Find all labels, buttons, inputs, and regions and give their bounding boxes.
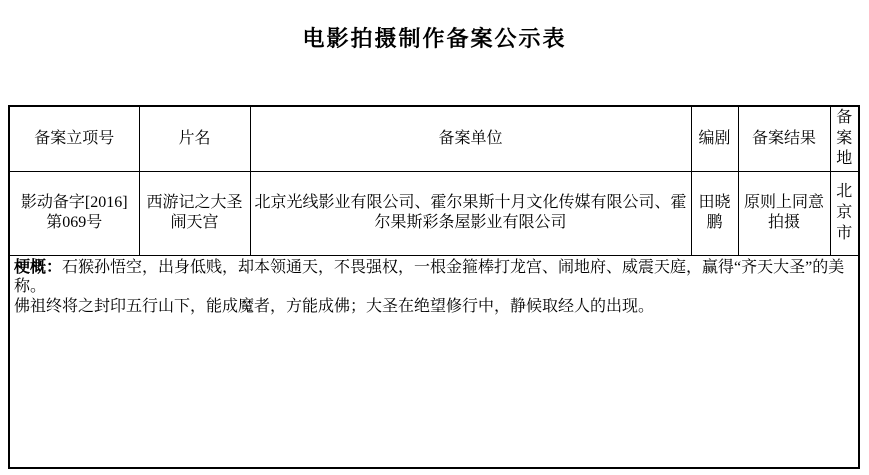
synopsis-label: 梗概： <box>14 258 63 276</box>
cell-filing-result: 原则上同意拍摄 <box>738 171 830 255</box>
table-data-row <box>9 171 859 255</box>
header-filing-unit: 备案单位 <box>250 106 691 171</box>
synopsis-paragraph-2: 佛祖终将之封印五行山下，能成魔者，方能成佛；大圣在绝望修行中，静候取经人的出现。 <box>14 297 655 315</box>
cell-filing-location: 北京市 <box>830 171 859 255</box>
cell-screenwriter: 田晓鹏 <box>691 171 738 255</box>
synopsis-text-1: 石猴孙悟空，出身低贱，却本领通天，不畏强权，一根金箍棒打龙宫、闹地府、威震天庭，赢得“齐天大圣”的美称。 <box>14 258 845 296</box>
header-film-title: 片名 <box>139 106 250 171</box>
header-screenwriter: 编剧 <box>691 106 738 171</box>
table-header-row <box>9 106 859 171</box>
filing-table <box>8 105 860 469</box>
cell-film-title: 西游记之大圣闹天宫 <box>139 171 250 255</box>
synopsis-cell <box>9 255 859 468</box>
cell-filing-unit: 北京光线影业有限公司、霍尔果斯十月文化传媒有限公司、霍尔果斯彩条屋影业有限公司 <box>250 171 691 255</box>
header-filing-number: 备案立项号 <box>9 106 139 171</box>
synopsis-row <box>9 255 859 468</box>
header-filing-location: 备案地 <box>830 106 859 171</box>
synopsis-paragraph-1 <box>14 258 854 297</box>
cell-filing-number: 影动备字[2016]第069号 <box>9 171 139 255</box>
page-title: 电影拍摄制作备案公示表 <box>302 26 567 51</box>
header-filing-result: 备案结果 <box>738 106 830 171</box>
